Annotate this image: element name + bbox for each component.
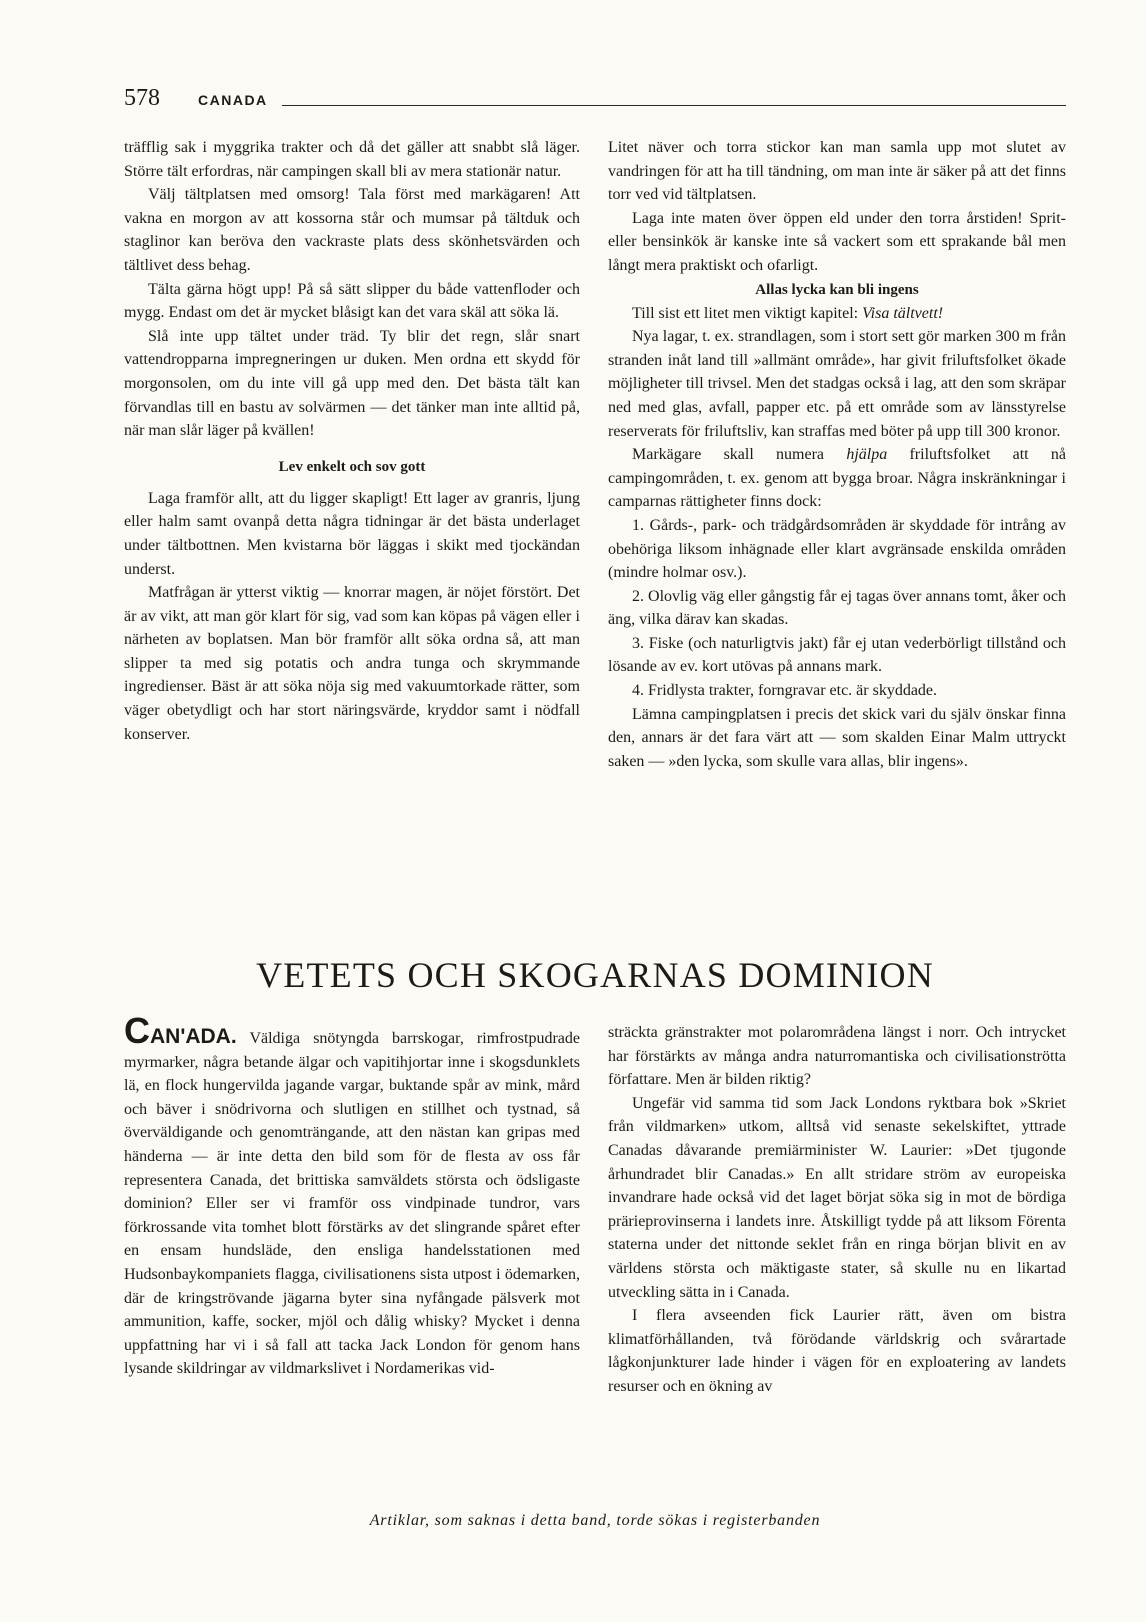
emphasis: Visa tältvett! bbox=[862, 304, 944, 322]
list-item: 4. Fridlysta trakter, forngravar etc. är skyddade. bbox=[632, 682, 938, 700]
paragraph: Matfrågan är ytterst viktig — knorrar magen, är nöjet förstört. Det är av vikt, att man gör klart för sig, vad som kan köpas på vägen eller i närheten av boplatsen. Man bör framför allt söka ordna så, att man slipper ta med sig potatis och andra tunga och skrymmande ingredienser. Bäst är att söka nöja sig med vakuumtorkade rätter, som väger obetydligt och har stort näringsvärde, kryddor samt i nödfall konserver. bbox=[124, 584, 580, 743]
paragraph: I flera avseenden fick Laurier rätt, även om bistra klimatförhållanden, två förödande världskrig och svårartade lågkonjunkturer lade hinder i vägen för en exploatering av landets resurser och en ökning av bbox=[608, 1307, 1066, 1395]
paragraph: Litet näver och torra stickor kan man samla upp mot slutet av vandringen för att ha till tändning, om man inte är säker på att det finns torr ved vid tältplatsen. bbox=[608, 139, 1066, 204]
paragraph: Laga inte maten över öppen eld under den torra årstiden! Sprit- eller bensinkök är kanske inte så vackert som ett sprakande bål men långt mera praktiskt och ofarligt. bbox=[608, 209, 1066, 274]
list-item: 2. Olovlig väg eller gångstig får ej tagas över annans tomt, åker och äng, vilka därav kan skadas. bbox=[608, 587, 1066, 629]
paragraph: Ungefär vid samma tid som Jack Londons ryktbara bok »Skriet från vildmarken» utkom, alltså vid senaste sekelskiftet, yttrade Canadas dåvarande premiärminister W. Laurier: »Det tjugonde århundradet blir Canadas.» En allt stridare ström av europeiska invandrare hade också vid det laget börjat söka sig in mot de bördiga prärieprovinserna i landets inre. Åtskilligt tydde på att liksom Förenta staterna under det nittonde seklet från en ringa början blivit en av världens största och mäktigaste stater, så skulle nu en likartad utveckling sätta in i Canada. bbox=[608, 1094, 1066, 1301]
column-top-right bbox=[608, 136, 1066, 773]
paragraph-text: Väldiga snötyngda barrskogar, rimfrostpudrade myrmarker, några betande älgar och vapitihjortar inne i skogsdunklets lä, en flock hungervilda jagande vargar, buktande spår av mink, mård och bäver i snödrivorna och slutligen en stillhet och tystnad, så överväldigande och genomträngande, att den nästan kan gripas med händerna — är inte detta den bild som för de flesta av oss får representera Canada, det brittiska samväldets största och ödsligaste dominion? Eller ser vi framför oss vindpinade tundror, vars förkrossande vita tomhet blott förstärks av det slingrande spåret efter en ensam hundsläde, den ensliga handelsstationen med Hudsonbaykompaniets flagga, civilisationens sista utpost i ödemarken, där de kringströvande jägarna byter sina nyfångade pälsverk mot ammunition, kaffe, socker, mjöl och dålig whisky? Mycket i denna uppfattning har vi i så fall att tacka Jack London för genom hans lysande skildringar av vildmarkslivet i Nordamerikas vid- bbox=[124, 1030, 580, 1378]
paragraph: Välj tältplatsen med omsorg! Tala först med markägaren! Att vakna en morgon av att kossorna står och mumsar på tältduk och staglinor kan beröva den vackraste plats dess skönhetsvärden och tältlivet dess behag. bbox=[124, 186, 580, 274]
subheading: Lev enkelt och sov gott bbox=[278, 458, 426, 475]
header-rule bbox=[282, 105, 1066, 106]
paragraph: träfflig sak i myggrika trakter och då det gäller att snabbt slå läger. Större tält erfordras, när campingen skall bli av mera stationär natur. bbox=[124, 139, 580, 180]
paragraph: Laga framför allt, att du ligger skapligt! Ett lager av granris, ljung eller halm samt ovanpå detta några tidningar är det bästa underlaget under tältbottnen. Men kvistarna bör läggas i skikt med tjockändan underst. bbox=[124, 489, 580, 578]
lead-word-rest: AN'ADA. bbox=[150, 1025, 237, 1048]
footer-note: Artiklar, som saknas i detta band, torde sökas i registerbanden bbox=[369, 1512, 821, 1529]
paragraph-text: friluftsfolket att nå campingområden, t. ex. genom att bygga broar. Några inskränkningar i camparnas rättigheter finns dock: bbox=[608, 446, 1066, 511]
list-item: 3. Fiske (och naturligtvis jakt) får ej utan vederbörligt tillstånd och lösande av ev. kort utövas på annans mark. bbox=[608, 634, 1066, 676]
paragraph: Lämna campingplatsen i precis det skick vari du själv önskar finna den, annars är det fara värt att — som skalden Einar Malm uttryckt saken — »den lycka, som skulle vara allas, blir ingens». bbox=[608, 705, 1066, 770]
paragraph: Nya lagar, t. ex. strandlagen, som i stort sett gör marken 300 m från stranden inåt land till »allmänt område», har givit friluftsfolket ökade möjligheter till trivsel. Men det stadgas också i lag, att den som skräpar ned med glas, avfall, papper etc. på ett område som av länsstyrelse reserverats för friluftsliv, kan straffas med böter på upp till 300 kronor. bbox=[608, 328, 1066, 440]
paragraph bbox=[608, 443, 1066, 514]
paragraph: sträckta gränstrakter mot polarområdena längst i norr. Och intrycket har förstärkts av många andra naturromantiska och civilisationströtta författare. Men är bilden riktig? bbox=[608, 1024, 1066, 1089]
lead-initial: C bbox=[124, 1010, 150, 1051]
paragraph-text: Markägare skall numera bbox=[632, 446, 847, 464]
subheading: Allas lycka kan bli ingens bbox=[755, 281, 919, 298]
emphasis: hjälpa bbox=[846, 446, 888, 464]
page-number: 578 bbox=[124, 85, 160, 111]
paragraph-text: Till sist ett litet men viktigt kapitel: bbox=[632, 304, 863, 322]
paragraph: Tälta gärna högt upp! På så sätt slipper du både vattenfloder och mygg. Endast om det är mycket blåsigt kan det vara skäl att söka lä. bbox=[124, 280, 580, 322]
column-top-left bbox=[124, 136, 580, 746]
lead-paragraph bbox=[124, 1010, 580, 1381]
column-bottom-right bbox=[608, 1021, 1066, 1399]
running-header bbox=[124, 84, 1066, 114]
section-name: CANADA bbox=[198, 92, 268, 108]
paragraph: Slå inte upp tältet under träd. Ty blir det regn, slår snart vattendropparna impregneringen ur duken. Men ordna ett skydd för morgonsolen, om du inte vill gå upp med den. Det bästa tält kan förvandlas till en bastu av solvärmen — det tänker man inte alltid på, när man slår läger på kvällen! bbox=[124, 327, 580, 440]
column-bottom-left bbox=[124, 1010, 580, 1381]
list-item: 1. Gårds-, park- och trädgårdsområden är skyddade för intrång av obehöriga liksom inhägnade eller klart avgränsade enskilda områden (mindre holmar osv.). bbox=[608, 516, 1066, 582]
paragraph bbox=[608, 302, 1066, 326]
article-title: VETETS OCH SKOGARNAS DOMINION bbox=[256, 955, 934, 995]
lead-word bbox=[124, 1010, 237, 1051]
